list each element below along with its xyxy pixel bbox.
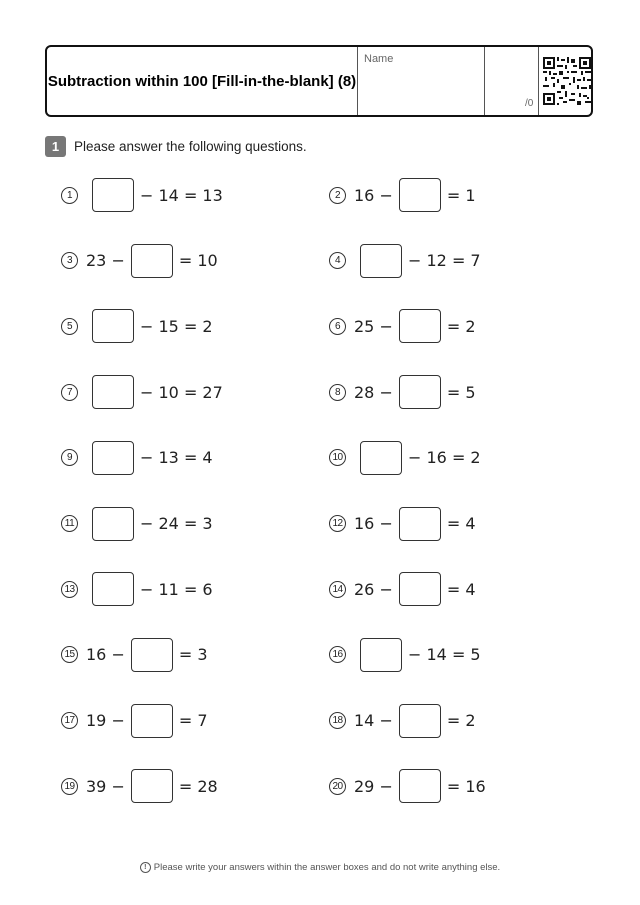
problem-item (61, 374, 223, 410)
name-label: Name (364, 53, 394, 65)
problem-text-before: 28 − (354, 382, 393, 402)
answer-box[interactable] (92, 178, 134, 212)
answer-box[interactable] (131, 769, 173, 803)
problem-text-before: 16 − (354, 514, 393, 533)
problem-text-after: = 16 (446, 776, 486, 796)
problem-text-before: 25 − (354, 316, 393, 336)
problem-text-after: − 14 = 5 (408, 645, 481, 665)
problem-text-before: 23 − (86, 251, 125, 271)
divider (484, 47, 485, 115)
problem-text-after: − 24 = 3 (140, 514, 213, 533)
problem-item (329, 637, 481, 673)
problem-text-before: 39 − (86, 776, 125, 796)
answer-box[interactable] (92, 507, 134, 541)
answer-box[interactable] (131, 704, 173, 738)
answer-box[interactable] (360, 244, 402, 278)
section-instruction: Please answer the following questions. (74, 139, 307, 154)
problem-text-after: = 1 (446, 185, 476, 205)
problem-text-after: − 13 = 4 (140, 448, 213, 468)
answer-box[interactable] (360, 638, 402, 672)
problem-text-after: − 10 = 27 (140, 382, 223, 402)
problem-number: 7 (61, 384, 78, 401)
problem-text-before: 26 − (354, 579, 393, 599)
problem-text-after: = 10 (178, 251, 218, 271)
problem-item (61, 177, 223, 213)
problem-text-after: = 3 (178, 645, 208, 665)
problem-item (61, 571, 213, 607)
worksheet-header (45, 45, 593, 117)
problem-number: 14 (329, 581, 346, 598)
problem-item (329, 177, 476, 213)
problem-number: 2 (329, 187, 346, 204)
problem-text-before: 16 − (354, 185, 393, 205)
answer-box[interactable] (360, 441, 402, 475)
problem-number: 3 (61, 252, 78, 269)
answer-box[interactable] (92, 572, 134, 606)
problem-item (329, 243, 481, 279)
answer-box[interactable] (92, 309, 134, 343)
problem-item (61, 637, 208, 673)
problem-text-before: 14 − (354, 711, 393, 731)
problem-item (61, 506, 213, 542)
problem-text-after: − 15 = 2 (140, 316, 213, 336)
divider (357, 47, 358, 115)
problem-text-after: = 28 (178, 776, 218, 796)
problem-item (329, 308, 476, 344)
problem-text-after: = 7 (178, 711, 208, 731)
problem-text-after: = 2 (446, 316, 476, 336)
problem-item (61, 768, 218, 804)
problem-item (329, 440, 481, 476)
problem-text-after: − 16 = 2 (408, 448, 481, 468)
problem-text-before: 29 − (354, 776, 393, 796)
problem-text-after: − 11 = 6 (140, 579, 213, 599)
problem-item (61, 243, 218, 279)
problem-number: 20 (329, 778, 346, 795)
problem-number: 17 (61, 712, 78, 729)
answer-box[interactable] (399, 572, 441, 606)
problem-text-after: = 4 (446, 579, 476, 599)
problem-item (329, 768, 486, 804)
answer-box[interactable] (92, 441, 134, 475)
section-heading (45, 136, 307, 157)
problem-text-after: = 4 (446, 514, 476, 533)
problem-item (61, 440, 213, 476)
problem-number: 4 (329, 252, 346, 269)
problem-number: 15 (61, 646, 78, 663)
problem-item (329, 703, 476, 739)
problem-text-after: = 5 (446, 382, 476, 402)
divider (538, 47, 539, 115)
problem-number: 18 (329, 712, 346, 729)
problem-item (61, 308, 213, 344)
problem-number: 8 (329, 384, 346, 401)
problem-text-after: = 2 (446, 711, 476, 731)
problem-number: 10 (329, 449, 346, 466)
problem-item (329, 374, 476, 410)
answer-box[interactable] (92, 375, 134, 409)
problem-number: 11 (61, 515, 78, 532)
footer-note: Please write your answers within the answer boxes and do not write anything else. (153, 862, 501, 874)
problem-item (61, 703, 208, 739)
problem-text-before: 19 − (86, 711, 125, 731)
answer-box[interactable] (399, 507, 441, 541)
qr-code-icon (543, 57, 591, 105)
problem-number: 1 (61, 187, 78, 204)
problem-number: 19 (61, 778, 78, 795)
answer-box[interactable] (399, 309, 441, 343)
problem-number: 6 (329, 318, 346, 335)
problem-number: 5 (61, 318, 78, 335)
info-icon: ! (140, 862, 151, 873)
problem-item (329, 571, 476, 607)
problem-text-before: 16 − (86, 645, 125, 665)
worksheet-title: Subtraction within 100 [Fill-in-the-blank] (8) (47, 72, 357, 90)
problem-item (329, 506, 476, 542)
problem-number: 16 (329, 646, 346, 663)
section-number-badge: 1 (45, 136, 66, 157)
answer-box[interactable] (399, 375, 441, 409)
footer-note-row (0, 862, 640, 873)
problem-number: 12 (329, 515, 346, 532)
answer-box[interactable] (399, 769, 441, 803)
score-label: /0 (525, 98, 534, 109)
problem-text-after: − 12 = 7 (408, 251, 481, 271)
answer-box[interactable] (131, 244, 173, 278)
problem-number: 13 (61, 581, 78, 598)
problem-text-after: − 14 = 13 (140, 185, 223, 205)
answer-box[interactable] (131, 638, 173, 672)
answer-box[interactable] (399, 178, 441, 212)
problem-number: 9 (61, 449, 78, 466)
answer-box[interactable] (399, 704, 441, 738)
